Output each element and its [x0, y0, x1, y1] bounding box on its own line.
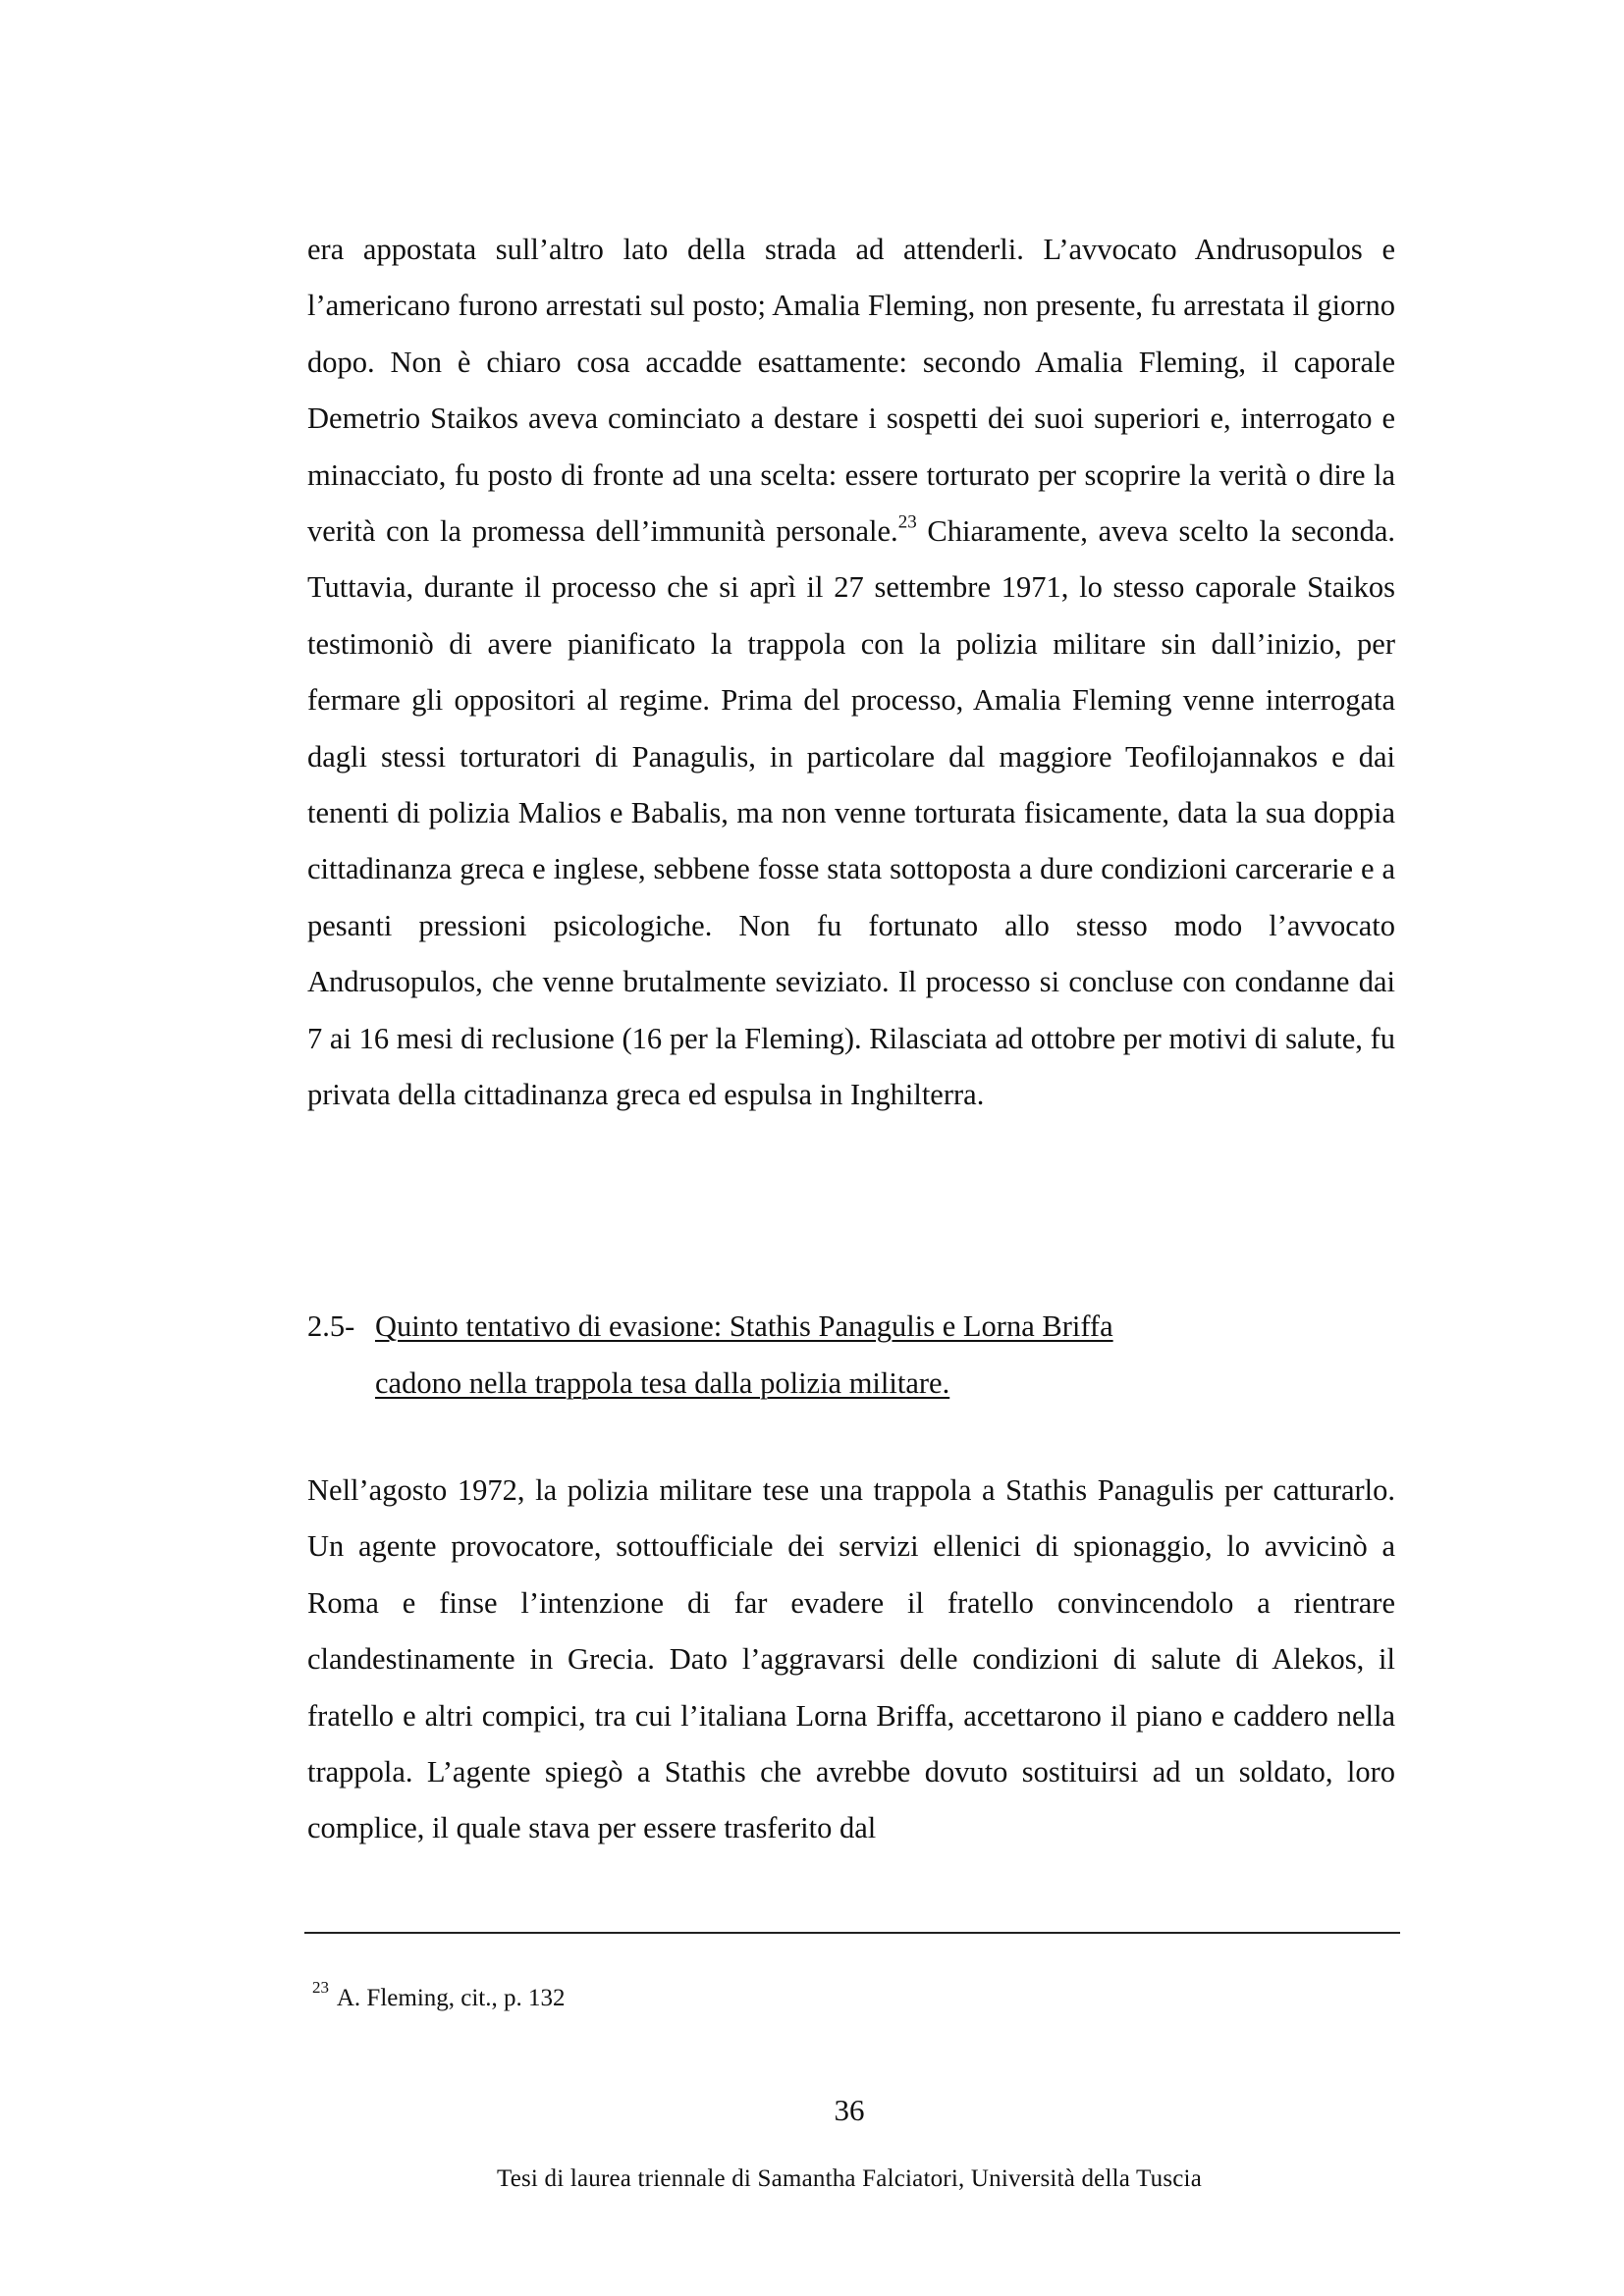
footnote-text: A. Fleming, cit., p. 132 — [332, 1985, 566, 2011]
section-heading-line-1 — [307, 1298, 1395, 1355]
paragraph-1-text-a: era appostata sull’altro lato della strada ad attenderli. L’avvocato Andrusopulos e l’americano furono arrestati sul posto; Amalia Fleming, non presente, fu arrestata il giorno dopo. Non è chiaro cosa accadde esattamente: secondo Amalia Fleming, il caporale Demetrio Staikos aveva cominciato a destare i sospetti dei suoi superiori e, interrogato e minacciato, fu posto di fronte ad una scelta: essere torturato per scoprire la verità o dire la verità con la promessa dell’immunità personale. — [307, 233, 1395, 549]
section-heading-line-2 — [307, 1355, 1395, 1412]
footnote-separator — [304, 1932, 1400, 1934]
section-number: 2.5- — [307, 1309, 355, 1343]
body-paragraph-1 — [307, 222, 1395, 1124]
section-title-line-1: Quinto tentativo di evasione: Stathis Panagulis e Lorna Briffa — [375, 1309, 1113, 1343]
page-footer: Tesi di laurea triennale di Samantha Falciatori, Università della Tuscia — [496, 2165, 1202, 2192]
section-title-line-2: cadono nella trappola tesa dalla polizia militare. — [375, 1366, 950, 1400]
footnote — [312, 1978, 566, 2014]
section-heading — [307, 1298, 1395, 1412]
footnote-mark: 23 — [312, 1978, 329, 1998]
paragraph-1-text-b: Chiaramente, aveva scelto la seconda. Tuttavia, durante il processo che si aprì il 27 settembre 1971, lo stesso caporale Staikos testimoniò di avere pianificato la trappola con la polizia militare sin dall’inizio, per fermare gli oppositori al regime. Prima del processo, Amalia Fleming venne interrogata dagli stessi torturatori di Panagulis, in particolare dal maggiore Teofilojannakos e dai tenenti di polizia Malios e Babalis, ma non venne torturata fisicamente, data la sua doppia cittadinanza greca e inglese, sebbene fosse stata sottoposta a dure condizioni carcerarie e a pesanti pressioni psicologiche. Non fu fortunato allo stesso modo l’avvocato Andrusopulos, che venne brutalmente seviziato. Il processo si concluse con condanne dai 7 ai 16 mesi di reclusione (16 per la Fleming). Rilasciata ad ottobre per motivi di salute, fu privata della cittadinanza greca ed espulsa in Inghilterra. — [307, 514, 1395, 1112]
footnote-reference: 23 — [897, 511, 917, 533]
paragraph-2-text: Nell’agosto 1972, la polizia militare tese una trappola a Stathis Panagulis per catturarlo. Un agente provocatore, sottoufficiale dei servizi ellenici di spionaggio, lo avvicinò a Roma e finse l’intenzione di far evadere il fratello convincendolo a rientrare clandestinamente in Grecia. Dato l’aggravarsi delle condizioni di salute di Alekos, il fratello e altri compici, tra cui l’italiana Lorna Briffa, accettarono il piano e caddero nella trappola. L’agente spiegò a Stathis che avrebbe dovuto sostituirsi ad un soldato, loro complice, il quale stava per essere trasferito dal — [307, 1473, 1395, 1845]
body-paragraph-2 — [307, 1463, 1395, 1857]
page-number: 36 — [834, 2093, 865, 2127]
